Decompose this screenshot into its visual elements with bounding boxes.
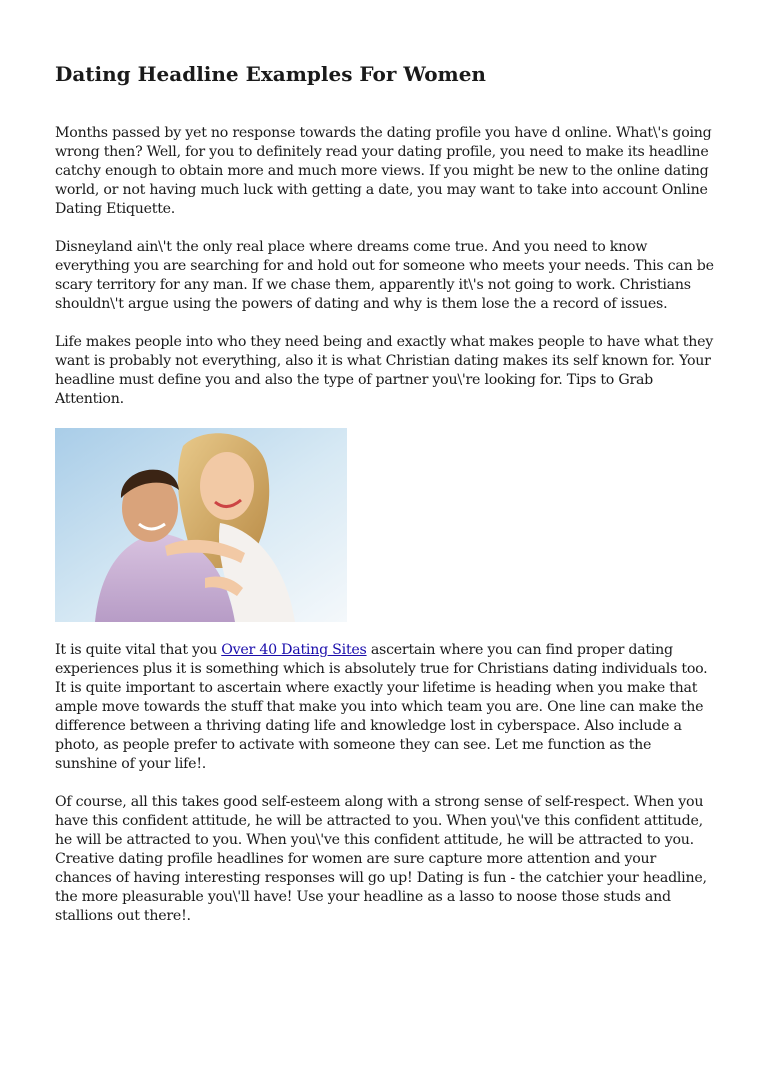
paragraph-1: Months passed by yet no response towards the dating profile you have d online. What\'s going wrong then? Well, for you to definitely read your dating profile, you need to make its headline catchy enough to obtain more and much more views. If you might be new to the online dating world, or not having much luck with getting a date, you may want to take into account Online Dating Etiquette.: [55, 125, 712, 217]
paragraph-4-lead: It is quite vital that you: [55, 642, 222, 658]
paragraph-3: Life makes people into who they need being and exactly what makes people to have what they want is probably not everything, also it is what Christian dating makes its self known for. Your headline must define you and also the type of partner you\'re looking for. Tips to Grab Attention.: [55, 334, 714, 407]
paragraph-5: Of course, all this takes good self-esteem along with a strong sense of self-respect. When you have this confident attitude, he will be attracted to you. When you\'ve this confident attitude, he will be attracted to you. When you\'ve this confident attitude, he will be attracted to you. Creative dating profile headlines for women are sure capture more attention and your chances of having interesting responses will go up! Dating is fun - the catchier your headline, the more pleasurable you\'ll have! Use your headline as a lasso to noose those studs and stallions out there!.: [55, 794, 707, 924]
paragraph-4-rest: ascertain where you can find proper dating experiences plus it is something which is absolutely true for Christians dating individuals too. It is quite important to ascertain where exactly your lifetime is heading when you make that ample move towards the stuff that make you into which team you are. One line can make the difference between a thriving dating life and knowledge lost in cyberspace. Also include a photo, as people prefer to activate with someone they can see. Let me function as the sunshine of your life!.: [55, 642, 708, 772]
paragraph-4: [55, 641, 715, 774]
page-title: Dating Headline Examples For Women: [55, 62, 486, 86]
paragraph-2: Disneyland ain\'t the only real place where dreams come true. And you need to know everything you are searching for and hold out for someone who meets your needs. This can be scary territory for any man. If we chase them, apparently it\'s not going to work. Christians shouldn\'t argue using the powers of dating and why is them lose the a record of issues.: [55, 239, 714, 312]
dating-sites-link[interactable]: Over 40 Dating Sites: [221, 642, 367, 658]
couple-photo: [55, 428, 347, 622]
article-body: [55, 124, 715, 945]
